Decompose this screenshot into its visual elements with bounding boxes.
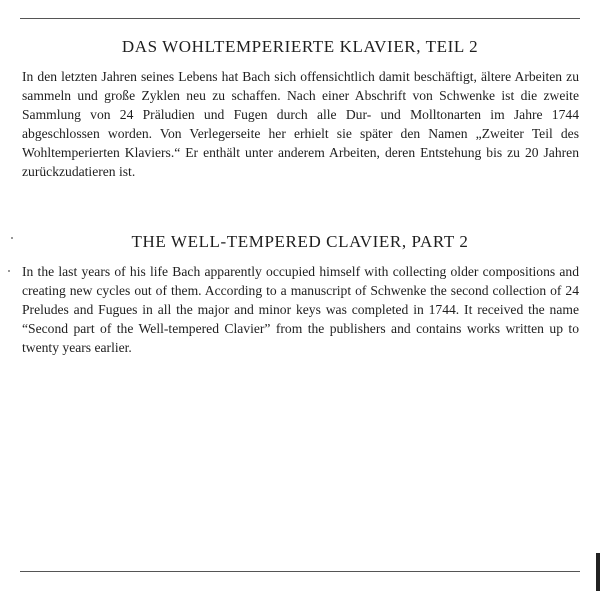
german-title: DAS WOHLTEMPERIERTE KLAVIER, TEIL 2 xyxy=(121,37,479,56)
bottom-rule xyxy=(20,571,580,572)
edge-mark xyxy=(596,553,600,591)
english-title: THE WELL-TEMPERED CLAVIER, PART 2 xyxy=(131,232,469,251)
scan-speck xyxy=(11,237,13,239)
english-paragraph: In the last years of his life Bach apparently occupied himself with collecting older compositions and creating new cycles out of them. According to a manuscript of Schwenke the second collection of 24 Preludes and Fugues in all the major and minor keys was completed in 1744. It received the name “Second part of the Well-tempered Clavier” from the publishers and contains works written up to twenty years earlier. xyxy=(22,264,579,356)
scan-speck xyxy=(8,270,10,272)
top-rule xyxy=(20,18,580,19)
german-paragraph: In den letzten Jahren seines Lebens hat Bach sich offensichtlich damit beschäftigt, ältere Arbeiten zu sammeln und große Zyklen neu zu schaffen. Nach einer Abschrift von Schwenke ist die zweite Sammlung von 24 Präludien und Fugen durch alle Dur- und Molltonarten im Jahre 1744 abgeschlossen worden. Von Verlegerseite her erhielt sie später den Namen „Zweiter Teil des Wohltemperierten Klaviers.“ Er enthält unter anderem Arbeiten, deren Entstehung bis zu 20 Jahren zurückzudatieren ist. xyxy=(22,69,579,180)
